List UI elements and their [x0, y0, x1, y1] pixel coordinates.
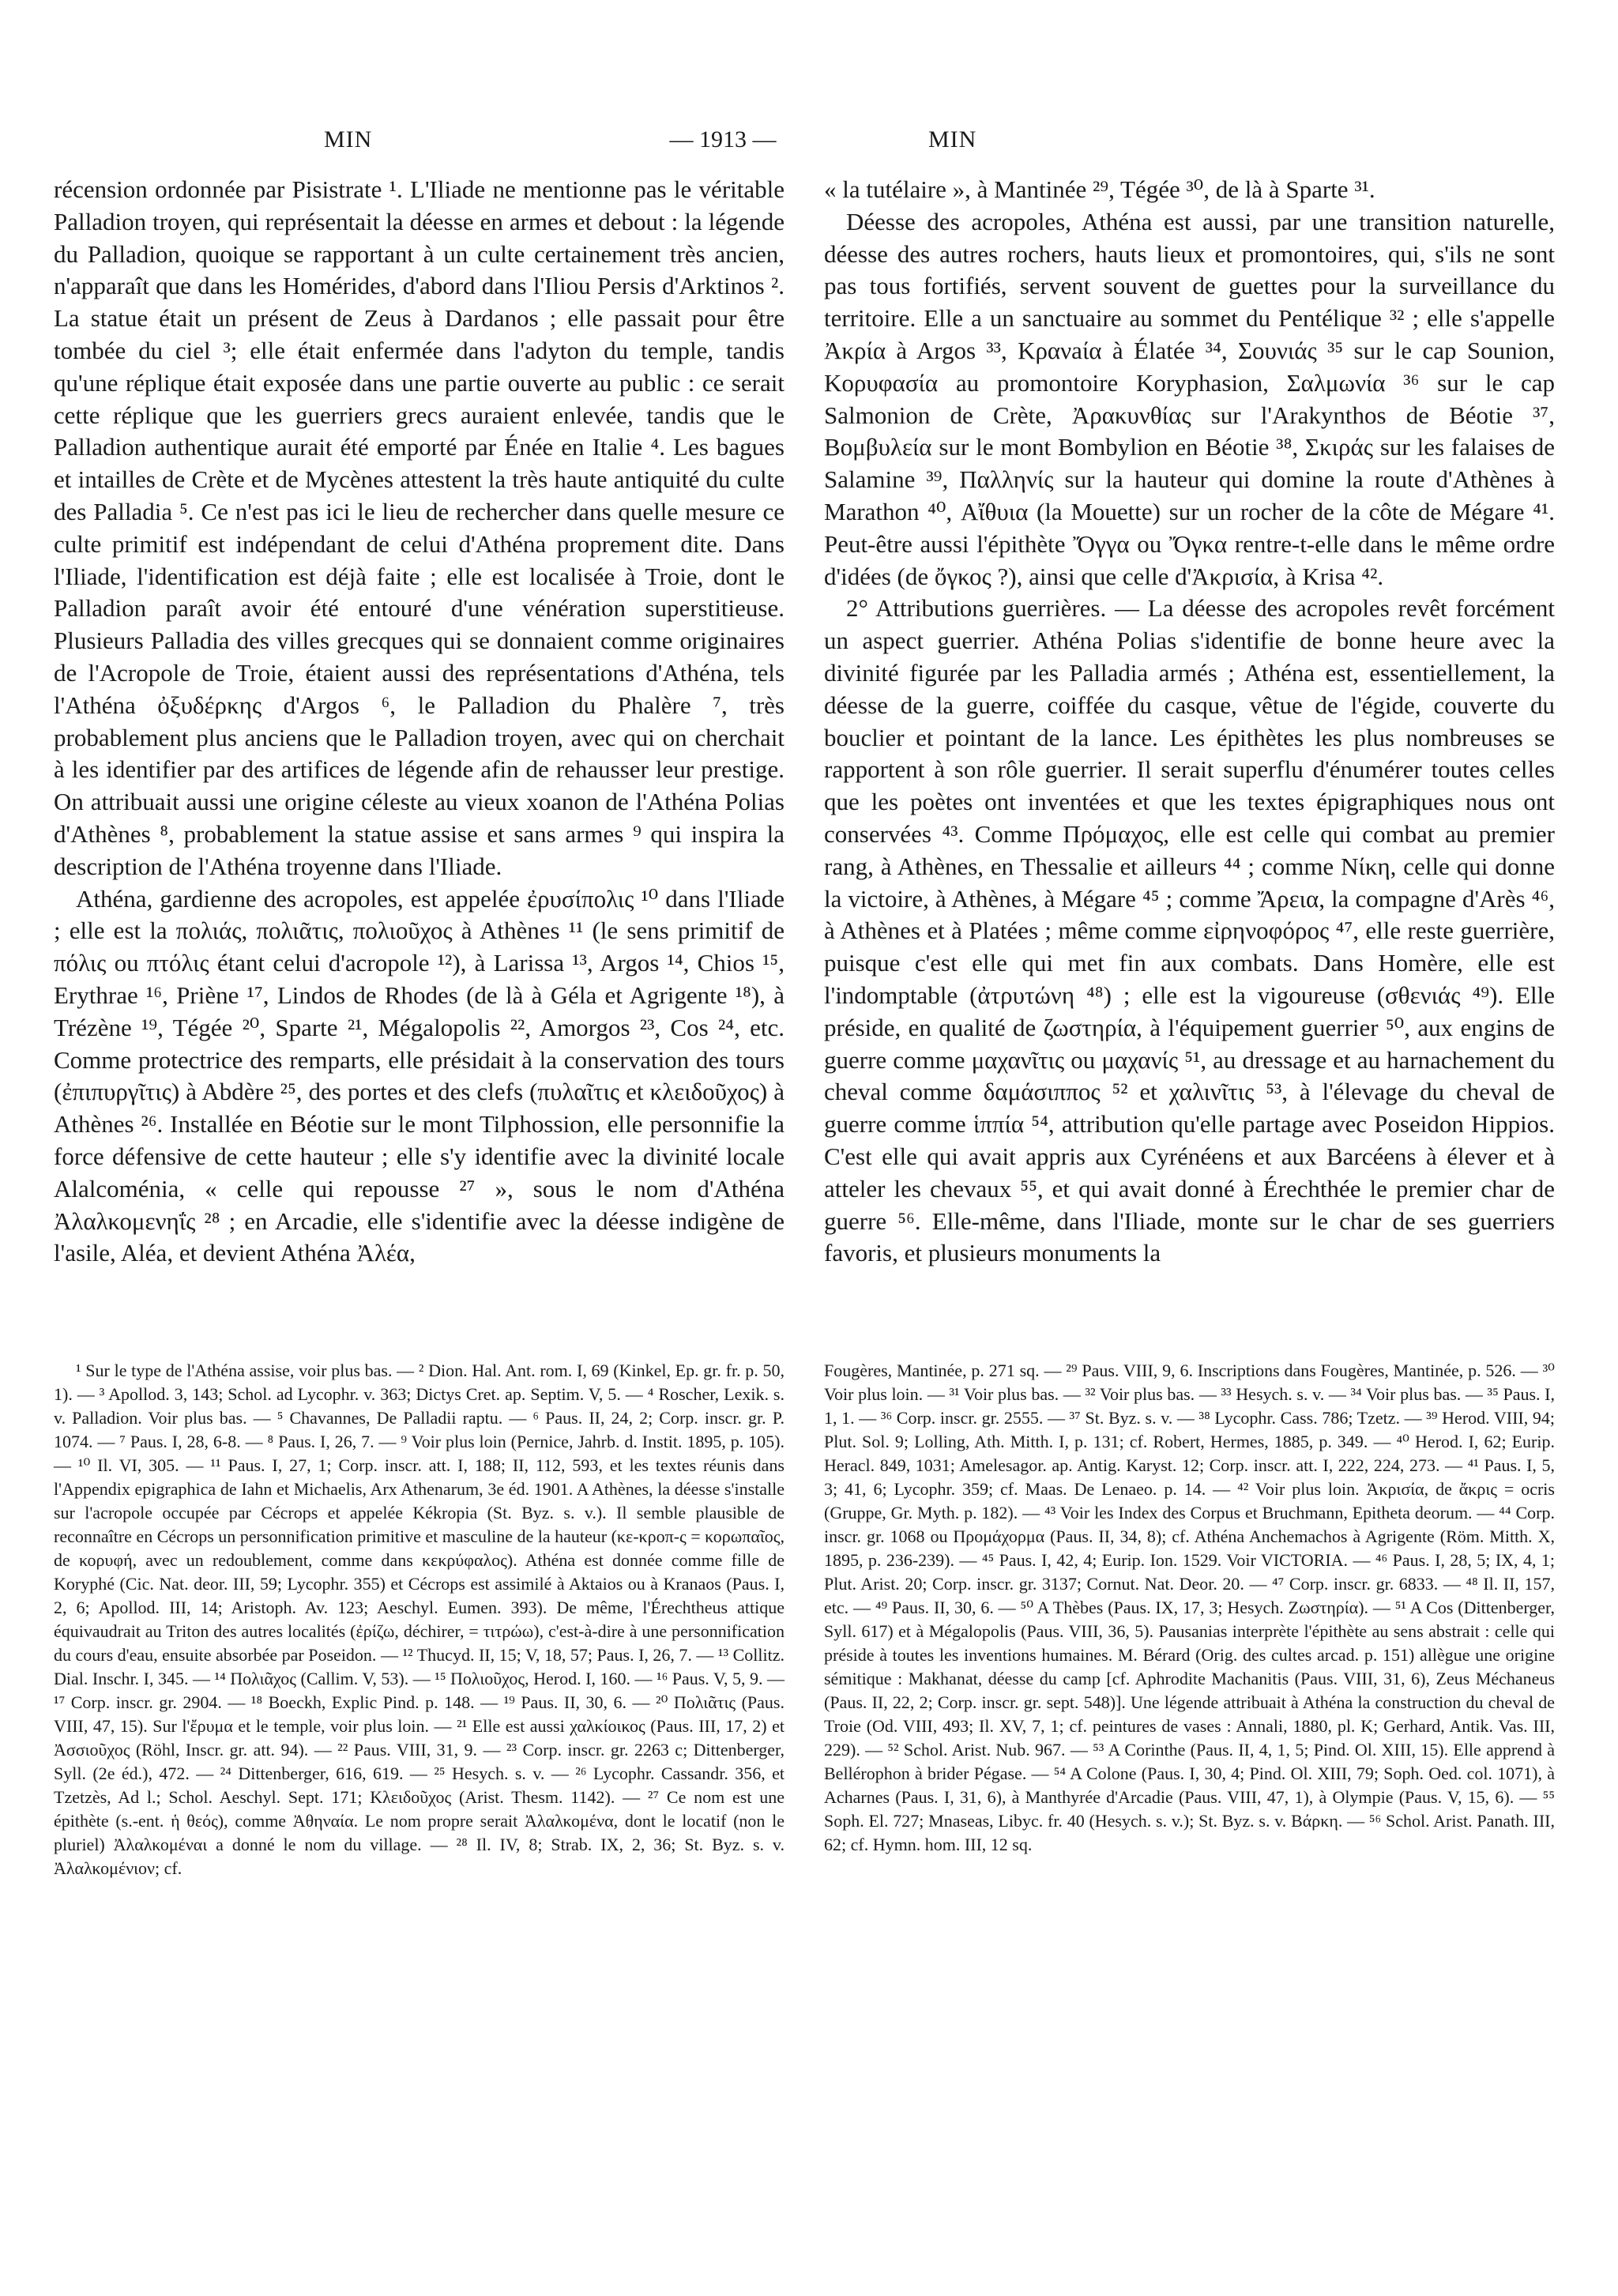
footnotes-text: ¹ Sur le type de l'Athéna assise, voir plus bas. — ² Dion. Hal. Ant. rom. I, 69 (Kinkel, Ep. gr. fr. p. 50, 1). — ³ Apollod. 3, 143; Schol. ad Lycophr. v. 363; Dictys Cret. ap. Septim. V, 5. — ⁴ Roscher, Lexik. s. v. Palladion. Voir plus bas. — ⁵ Chavannes, De Palladii raptu. — ⁶ Paus. II, 24, 2; Corp. inscr. gr. P. 1074. — ⁷ Paus. I, 28, 6-8. — ⁸ Paus. I, 26, 7. — ⁹ Voir plus loin (Pernice, Jahrb. d. Instit. 1895, p. 105). — ¹⁰ Il. VI, 305. — ¹¹ Paus. I, 27, 1; Corp. inscr. att. I, 188; II, 112, 593, et les textes réunis dans l'Appendix epigraphica de Iahn et Michaelis, Arx Athenarum, 3e éd. 1901. A Athènes, la déesse s'installe sur l'acropole occupée par Cécrops et appelée Kékropia (St. Byz. s. v.). Il semble plausible de reconnaître en Cécrops un personnification primitive et masculine de la hauteur (κε-κροπ-ς = κορωπαῖος, de κορυφή, avec un redoublement, comme dans κεκρύφαλος). Athéna est donnée comme fille de Koryphé (Cic. Nat. deor. III, 59; Lycophr. 355) et Cécrops est assimilé à Aktaios ou à Kranaos (Paus. I, 2, 6; Apollod. III, 14; Aristoph. Av. 123; Aeschyl. Eumen. 393). De même, l'Érechtheus attique équivaudrait au Triton des autres localités (ἐρίζω, déchirer, = τιτρώω), c'est-à-dire à une personnification du cours d'eau, ensuite absorbée par Poseidon. — ¹² Thucyd. II, 15; V, 18, 57; Paus. I, 26, 7. — ¹³ Collitz. Dial. Inschr. I, 345. — ¹⁴ Πολιᾶχος (Callim. V, 53). — ¹⁵ Πολιοῦχος, Herod. I, 160. — ¹⁶ Paus. V, 5, 9. — ¹⁷ Corp. inscr. gr. 2904. — ¹⁸ Boeckh, Explic Pind. p. 148. — ¹⁹ Paus. II, 30, 6. — ²⁰ Πολιᾶτις (Paus. VIII, 47, 15). Sur l'ἔρυμα et le temple, voir plus loin. — ²¹ Elle est aussi χαλκίοικος (Paus. III, 17, 2) et Ἀσσιοῦχος (Röhl, Inscr. gr. att. 94). — ²² Paus. VIII, 31, 9. — ²³ Corp. inscr. gr. 2263 c; Dittenberger, Syll. (2e éd.), 472. — ²⁴ Dittenberger, 616, 619. — ²⁵ Hesych. s. v. — ²⁶ Lycophr. Cassandr. 356, et Tzetzès, Ad l.; Schol. Aeschyl. Sept. 171; Κλειδοῦχος (Arist. Thesm. 1142). — ²⁷ Ce nom est une épithète (s.-ent. ἡ θεός), comme Ἀθηναία. Le nom propre serait Ἀλαλκομένα, dont le locatif (non le pluriel) Ἀλαλκομέναι a donné le nom du village. — ²⁸ Il. IV, 8; Strab. IX, 2, 36; St. Byz. s. v. Ἀλαλκομένιον; cf. [54, 1361, 785, 1878]
header-right-word: MIN [928, 126, 977, 152]
paragraph: Athéna, gardienne des acropoles, est appelée ἐρυσίπολις ¹⁰ dans l'Iliade ; elle est la πολιάς, πολιᾶτις, πολιοῦχος à Athènes ¹¹ (le sens primitif de πόλις ou πτόλις étant celui d'acropole ¹²), à Larissa ¹³, Argos ¹⁴, Chios ¹⁵, Erythrae ¹⁶, Priène ¹⁷, Lindos de Rhodes (de là à Géla et Agrigente ¹⁸), à Trézène ¹⁹, Tégée ²⁰, Sparte ²¹, Mégalopolis ²², Amorgos ²³, Cos ²⁴, etc. Comme protectrice des remparts, elle présidait à la conservation des tours (ἐπιπυργῖτις) à Abdère ²⁵, des portes et des clefs (πυλαῖτις et κλειδοῦχος) à Athènes ²⁶. Installée en Béotie sur le mont Tilphossion, elle personnifie la force défensive de cette hauteur ; elle s'y identifie avec la divinité locale Alalcoménia, « celle qui repousse ²⁷ », sous le nom d'Athéna Ἀλαλκομενηΐς ²⁸ ; en Arcadie, elle s'identifie avec la déesse indigène de l'asile, Aléa, et devient Athéna Ἀλέα, [54, 884, 785, 1267]
footnotes-text: Fougères, Mantinée, p. 271 sq. — ²⁹ Paus. VIII, 9, 6. Inscriptions dans Fougères, Mantinée, p. 526. — ³⁰ Voir plus loin. — ³¹ Voir plus bas. — ³² Voir plus bas. — ³³ Hesych. s. v. — ³⁴ Voir plus bas. — ³⁵ Paus. I, 1, 1. — ³⁶ Corp. inscr. gr. 2555. — ³⁷ St. Byz. s. v. — ³⁸ Lycophr. Cass. 786; Tzetz. — ³⁹ Herod. VIII, 94; Plut. Sol. 9; Lolling, Ath. Mitth. I, p. 131; cf. Robert, Hermes, 1885, p. 349. — ⁴⁰ Herod. I, 62; Eurip. Heracl. 849, 1031; Amelesagor. ap. Antig. Karyst. 12; Corp. inscr. att. I, 222, 224, 273. — ⁴¹ Paus. I, 5, 3; 41, 6; Lycophr. 359; cf. Maas. De Lenaeo. p. 14. — ⁴² Voir plus loin. Ἀκρισία, de ἄκρις = ocris (Gruppe, Gr. Myth. p. 182). — ⁴³ Voir les Index des Corpus et Bruchmann, Epitheta deorum. — ⁴⁴ Corp. inscr. gr. 1068 ou Προμάχορμα (Paus. II, 34, 8); cf. Athéna Anchemachos à Agrigente (Röm. Mitth. X, 1895, p. 236-239). — ⁴⁵ Paus. I, 42, 4; Eurip. Ion. 1529. Voir VICTORIA. — ⁴⁶ Paus. I, 28, 5; IX, 4, 1; Plut. Arist. 20; Corp. inscr. gr. 3137; Cornut. Nat. Deor. 20. — ⁴⁷ Corp. inscr. gr. 6833. — ⁴⁸ Il. II, 157, etc. — ⁴⁹ Paus. II, 30, 6. — ⁵⁰ A Thèbes (Paus. IX, 17, 3; Hesych. Ζωστηρία). — ⁵¹ A Cos (Dittenberger, Syll. 617) et à Mégalopolis (Paus. VIII, 36, 5). Pausanias interprète l'épithète au sens abstrait : celle qui préside à toutes les inventions humaines. M. Bérard (Orig. des cultes arcad. p. 151) allègue une origine sémitique : Makhanat, déesse du camp [cf. Aphrodite Machanitis (Paus. VIII, 31, 6), Zeus Méchaneus (Paus. II, 22, 2; Corp. inscr. gr. sept. 548)]. Une légende attribuait à Athéna la construction du cheval de Troie (Od. VIII, 493; Il. XV, 7, 1; cf. peintures de vases : Annali, 1880, pl. K; Gerhard, Antik. Vas. III, 229). — ⁵² Schol. Arist. Nub. 967. — ⁵³ A Corinthe (Paus. II, 4, 1, 5; Pind. Ol. XIII, 15). Elle apprend à Bellérophon à brider Pégase. — ⁵⁴ A Colone (Paus. I, 30, 4; Pind. Ol. XIII, 79; Soph. Oed. col. 1071), à Acharnes (Paus. I, 31, 6), à Manthyrée d'Arcadie (Paus. VIII, 47, 1), à Olympie (Paus. V, 15, 6). — ⁵⁵ Soph. El. 727; Mnaseas, Libyc. fr. 40 (Hesych. s. v.); St. Byz. s. v. Βάρκη. — ⁵⁶ Schol. Arist. Panath. III, 62; cf. Hymn. hom. III, 12 sq. [824, 1361, 1555, 1854]
footnote-separator [54, 1343, 1555, 1344]
footnotes-left-column [54, 1359, 785, 1880]
page-number: — 1913 — [669, 126, 777, 152]
running-head [47, 126, 1564, 166]
paragraph: 2° Attributions guerrières. — La déesse des acropoles revêt forcément un aspect guerrier. Athéna Polias s'identifie de bonne heure avec la divinité figurée par les Palladia armés ; Athéna est, essentiellement, la déesse de la guerre, coiffée du casque, vêtue de l'égide, couverte du bouclier et pointant de la lance. Les épithètes les plus nombreuses se rapportent à son rôle guerrier. Il serait superflu d'énumérer toutes celles que les poètes ont inventées et que les textes épigraphiques nous ont conservées ⁴³. Comme Πρόμαχος, elle est celle qui combat au premier rang, à Athènes, en Thessalie et ailleurs ⁴⁴ ; comme Νίκη, celle qui donne la victoire, à Athènes, à Mégare ⁴⁵ ; comme Ἄρεια, la compagne d'Arès ⁴⁶, à Athènes et à Platées ; même comme εἰρηνοφόρος ⁴⁷, elle reste guerrière, puisque c'est elle qui met fin aux combats. Dans Homère, elle est l'indomptable (ἀτρυτώνη ⁴⁸) ; elle est la vigoureuse (σθενιάς ⁴⁹). Elle préside, en qualité de ζωστηρία, à l'équipement guerrier ⁵⁰, aux engins de guerre comme μαχανῖτις ou μαχανίς ⁵¹, au dressage et au harnachement du cheval comme δαμάσιππος ⁵² et χαλινῖτις ⁵³, à l'élevage du cheval de guerre comme ἱππία ⁵⁴, attribution qu'elle partage avec Poseidon Hippios. C'est elle qui avait appris aux Cyrénéens et aux Barcéens à élever et à atteler les chevaux ⁵⁵, et qui avait donné à Érechthée le premier char de guerre ⁵⁶. Elle-même, dans l'Iliade, monte sur le char de ses guerriers favoris, et plusieurs monuments la [824, 594, 1555, 1267]
main-text-left-column [54, 174, 785, 1270]
footnotes-right-column [824, 1359, 1555, 1857]
header-left-word: MIN [324, 126, 373, 152]
paragraph: récension ordonnée par Pisistrate ¹. L'Iliade ne mentionne pas le véritable Palladion troyen, qui représentait la déesse en armes et debout : la légende du Palladion, quoique se rapportant à un culte certainement très ancien, n'apparaît que dans les Homérides, d'abord dans l'Iliou Persis d'Arktinos ². La statue était un présent de Zeus à Dardanos ; elle passait pour être tombée du ciel ³; elle était enfermée dans l'adyton du temple, tandis qu'une réplique était exposée dans une partie ouverte au public : ce serait cette réplique que les guerriers grecs auraient enlevée, tandis que le Palladion authentique aurait été emporté par Énée en Italie ⁴. Les bagues et intailles de Crète et de Mycènes attestent la très haute antiquité du culte des Palladia ⁵. Ce n'est pas ici le lieu de rechercher dans quelle mesure ce culte primitif est indépendant de celui d'Athéna proprement dite. Dans l'Iliade, l'identification est déjà faite ; elle est localisée à Troie, dont le Palladion paraît avoir été entouré d'une vénération superstitieuse. Plusieurs Palladia des villes grecques qui se donnaient comme originaires de l'Acropole de Troie, étaient aussi des représentations d'Athéna, tels l'Athéna ὀξυδέρκης d'Argos ⁶, le Palladion du Phalère ⁷, très probablement plus anciens que le Palladion troyen, avec qui on cherchait à les identifier par des artifices de légende afin de rehausser leur prestige. On attribuait aussi une origine céleste au vieux xoanon de l'Athéna Polias d'Athènes ⁸, probablement la statue assise et sans armes ⁹ qui inspira la description de l'Athéna troyenne dans l'Iliade. [54, 175, 785, 880]
main-text-right-column [824, 174, 1555, 1270]
paragraph: « la tutélaire », à Mantinée ²⁹, Tégée ³⁰, de là à Sparte ³¹. [824, 175, 1375, 203]
paragraph: Déesse des acropoles, Athéna est aussi, par une transition naturelle, déesse des autres rochers, hauts lieux et promontoires, qui, s'ils ne sont pas tous fortifiés, servent souvent de guettes pour la surveillance du territoire. Elle a un sanctuaire au sommet du Pentélique ³² ; elle s'appelle Ἀκρία à Argos ³³, Κρανaία à Élatée ³⁴, Σουνιάς ³⁵ sur le cap Sounion, Κορυφασία au promontoire Koryphasion, Σαλμωνία ³⁶ sur le cap Salmonion de Crète, Ἀρακυνθίας sur l'Arakynthos de Béotie ³⁷, Βομβυλεία sur le mont Bombylion en Béotie ³⁸, Σκιράς sur les falaises de Salamine ³⁹, Παλληνίς sur la hauteur qui domine la route d'Athènes à Marathon ⁴⁰, Αἴθυια (la Mouette) sur un rocher de la côte de Mégare ⁴¹. Peut-être aussi l'épithète Ὄγγα ou Ὄγκα rentre-t-elle dans le même ordre d'idées (de ὄγκος ?), ainsi que celle d'Ἀκρισία, à Krisa ⁴². [824, 207, 1555, 590]
